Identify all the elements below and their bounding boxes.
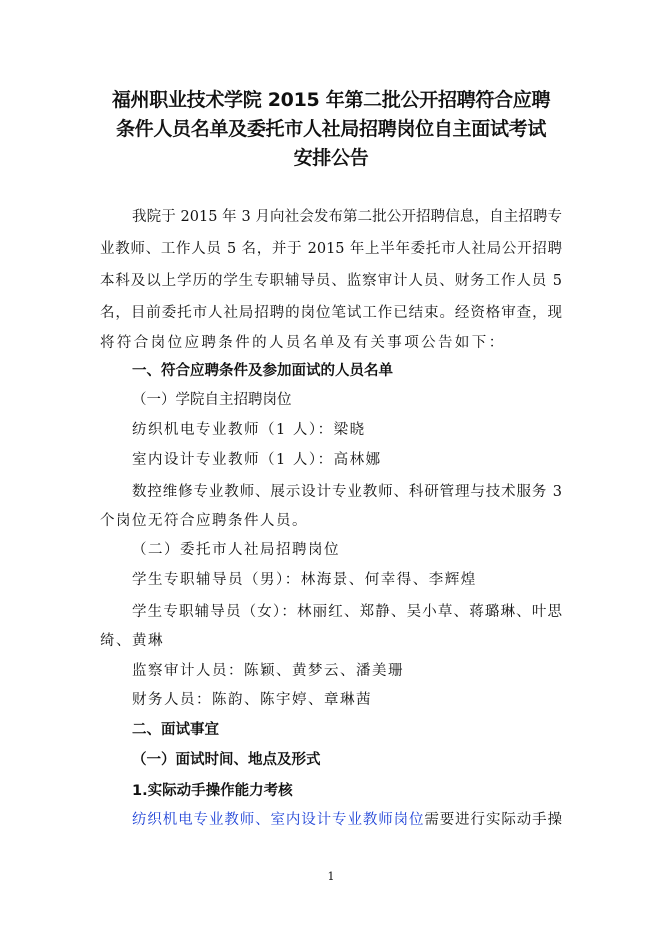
list-item: 学生专职辅导员（女）：林丽红、郑静、吴小草、蒋璐琳、叶思 (132, 604, 562, 620)
list-item: 个岗位无符合应聘条件人员。 (100, 513, 308, 529)
paragraph-text: 需要进行实际动手操 (424, 812, 563, 828)
list-item: 绮、黄琳 (100, 633, 164, 649)
list-item: 监察审计人员：陈颖、黄梦云、潘美珊 (132, 663, 404, 679)
paragraph-line: 本科及以上学历的学生专职辅导员、监察审计人员、财务工作人员 5 (100, 273, 562, 289)
subheading: （二）委托市人社局招聘岗位 (132, 542, 340, 558)
list-item: 学生专职辅导员（男）：林海景、何幸得、李辉煌 (132, 572, 477, 588)
section-heading: 一、符合应聘条件及参加面试的人员名单 (132, 362, 393, 379)
list-item: 室内设计专业教师（1 人）：高林娜 (132, 452, 382, 468)
title-line: 安排公告 (293, 147, 369, 169)
paragraph-line: 我院于 2015 年 3 月向社会发布第二批公开招聘信息，自主招聘专 (132, 209, 562, 225)
paragraph-line: 名，目前委托市人社局招聘的岗位笔试工作已结束。经资格审查，现 (100, 305, 562, 321)
list-item: 财务人员：陈韵、陈宇婷、章琳茜 (132, 692, 372, 708)
paragraph-line: 将符合岗位应聘条件的人员名单及有关事项公告如下： (100, 335, 506, 351)
highlighted-text: 纺织机电专业教师、室内设计专业教师岗位 (132, 812, 425, 828)
list-item: 纺织机电专业教师（1 人）：梁晓 (132, 422, 366, 438)
subheading: （一）学院自主招聘岗位 (132, 392, 292, 408)
page-number: 1 (327, 870, 335, 883)
title-line: 福州职业技术学院 2015 年第二批公开招聘符合应聘 (111, 89, 551, 111)
title-line: 条件人员名单及委托市人社局招聘岗位自主面试考试 (115, 118, 547, 140)
paragraph-line: 业教师、工作人员 5 名，并于 2015 年上半年委托市人社局公开招聘 (100, 241, 562, 257)
document-title (90, 86, 572, 173)
list-item: 数控维修专业教师、展示设计专业教师、科研管理与技术服务 3 (132, 484, 562, 500)
subheading: （一）面试时间、地点及形式 (132, 751, 321, 768)
paragraph-line (132, 810, 562, 830)
section-heading: 二、面试事宜 (132, 721, 219, 738)
item-heading: 1.实际动手操作能力考核 (132, 783, 293, 799)
